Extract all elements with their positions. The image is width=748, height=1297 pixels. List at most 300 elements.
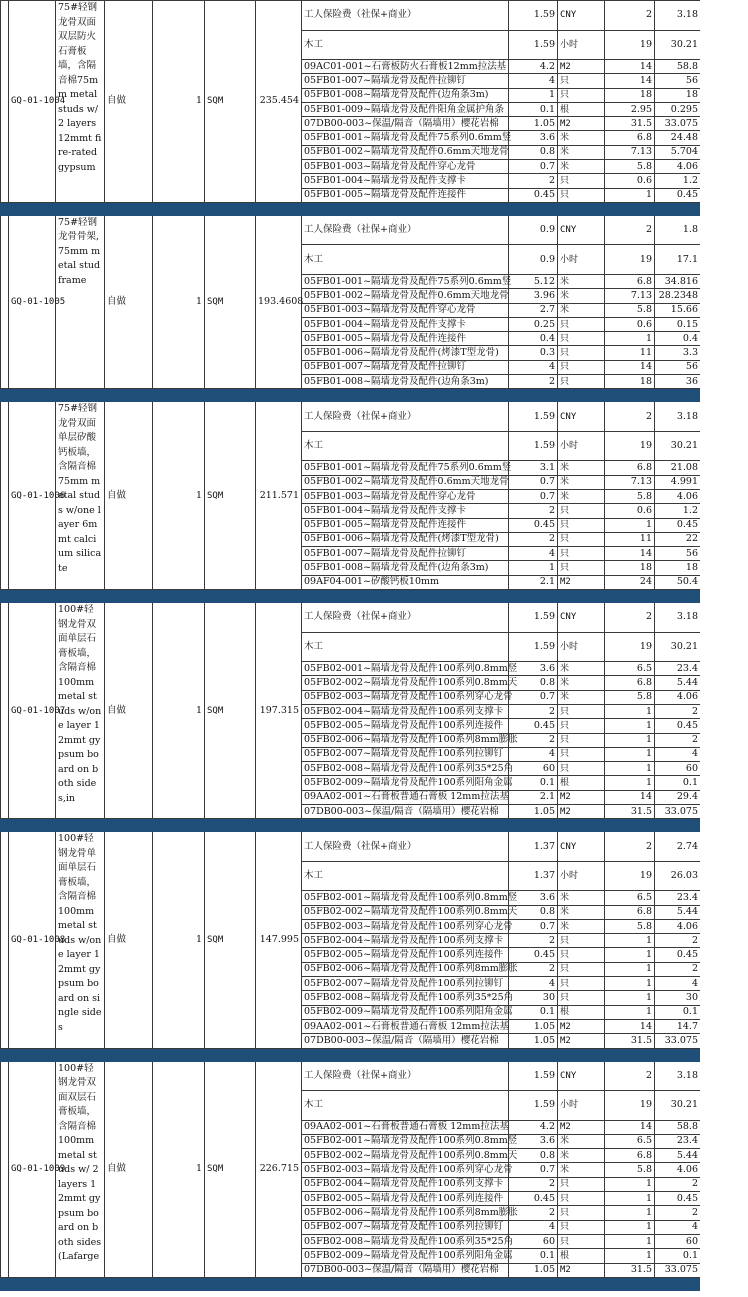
component-name-cell[interactable]: 05FB02-006~隔墙龙骨及配件100系列8mm膨胀: [302, 962, 509, 976]
component-unit-cell[interactable]: 米: [558, 303, 605, 317]
component-amount-cell[interactable]: 5.44: [655, 1149, 701, 1163]
component-name-cell[interactable]: 05FB02-008~隔墙龙骨及配件100系列35*25角: [302, 1234, 509, 1248]
component-amount-cell[interactable]: 36: [655, 375, 701, 389]
component-unit-cell[interactable]: 米: [558, 475, 605, 489]
component-qty-cell[interactable]: 0.1: [509, 776, 558, 790]
component-rate-cell[interactable]: 14: [605, 60, 655, 74]
component-name-cell[interactable]: 05FB02-001~隔墙龙骨及配件100系列0.8mm竖: [302, 1134, 509, 1148]
component-rate-cell[interactable]: 1: [605, 1206, 655, 1220]
component-name-cell[interactable]: 05FB01-009~隔墙龙骨及配件阳角金属护角条: [302, 102, 509, 116]
component-amount-cell[interactable]: 23.4: [655, 662, 701, 676]
component-rate-cell[interactable]: 19: [605, 1091, 655, 1121]
component-qty-cell[interactable]: 4.2: [509, 1120, 558, 1134]
component-name-cell[interactable]: 05FB02-004~隔墙龙骨及配件100系列支撑卡: [302, 1177, 509, 1191]
item-description-cell[interactable]: 75#轻钢龙骨骨架, 75mm metal stud frame: [56, 215, 105, 388]
component-rate-cell[interactable]: 7.13: [605, 145, 655, 159]
component-rate-cell[interactable]: 31.5: [605, 1263, 655, 1277]
component-qty-cell[interactable]: 0.1: [509, 102, 558, 116]
item-code-cell[interactable]: GQ-01-1006: [9, 402, 56, 590]
component-name-cell[interactable]: 05FB02-003~隔墙龙骨及配件100系列穿心龙骨: [302, 919, 509, 933]
component-qty-cell[interactable]: 0.7: [509, 489, 558, 503]
component-qty-cell[interactable]: 3.6: [509, 1134, 558, 1148]
component-name-cell[interactable]: 05FB01-002~隔墙龙骨及配件0.6mm天地龙骨: [302, 475, 509, 489]
component-rate-cell[interactable]: 2.95: [605, 102, 655, 116]
item-type-cell[interactable]: 自做: [105, 1, 153, 203]
component-rate-cell[interactable]: 5.8: [605, 1163, 655, 1177]
component-qty-cell[interactable]: 1: [509, 88, 558, 102]
component-qty-cell[interactable]: 0.45: [509, 188, 558, 202]
row-gutter[interactable]: [1, 1061, 9, 1277]
component-amount-cell[interactable]: 4.06: [655, 1163, 701, 1177]
component-unit-cell[interactable]: 米: [558, 160, 605, 174]
component-amount-cell[interactable]: 2: [655, 1206, 701, 1220]
component-unit-cell[interactable]: 只: [558, 547, 605, 561]
component-rate-cell[interactable]: 6.8: [605, 461, 655, 475]
row-gutter[interactable]: [1, 603, 9, 819]
component-rate-cell[interactable]: 1: [605, 747, 655, 761]
component-unit-cell[interactable]: 只: [558, 518, 605, 532]
component-rate-cell[interactable]: 1: [605, 948, 655, 962]
component-amount-cell[interactable]: 29.4: [655, 790, 701, 804]
component-unit-cell[interactable]: 根: [558, 1249, 605, 1263]
component-name-cell[interactable]: 09AC01-001~石膏板防火石膏板12mm拉法基: [302, 60, 509, 74]
component-unit-cell[interactable]: 只: [558, 747, 605, 761]
component-rate-cell[interactable]: 24: [605, 575, 655, 589]
component-name-cell[interactable]: 工人保险费（社保+商业）: [302, 603, 509, 633]
component-name-cell[interactable]: 07DB00-003~保温/隔音（隔墙用）樱花岩棉: [302, 1263, 509, 1277]
component-qty-cell[interactable]: 0.7: [509, 919, 558, 933]
component-rate-cell[interactable]: 2: [605, 1061, 655, 1091]
component-rate-cell[interactable]: 2: [605, 832, 655, 862]
component-qty-cell[interactable]: 1: [509, 561, 558, 575]
component-qty-cell[interactable]: 0.45: [509, 1192, 558, 1206]
component-rate-cell[interactable]: 1: [605, 934, 655, 948]
component-rate-cell[interactable]: 31.5: [605, 804, 655, 818]
component-amount-cell[interactable]: 21.08: [655, 461, 701, 475]
item-type-cell[interactable]: 自做: [105, 1061, 153, 1277]
component-unit-cell[interactable]: CNY: [558, 402, 605, 432]
table-row[interactable]: [1, 832, 701, 862]
component-amount-cell[interactable]: 4.06: [655, 160, 701, 174]
component-unit-cell[interactable]: 米: [558, 690, 605, 704]
component-qty-cell[interactable]: 2.7: [509, 303, 558, 317]
component-amount-cell[interactable]: 5.704: [655, 145, 701, 159]
component-amount-cell[interactable]: 4.991: [655, 475, 701, 489]
component-rate-cell[interactable]: 6.8: [605, 131, 655, 145]
component-qty-cell[interactable]: 0.4: [509, 332, 558, 346]
component-unit-cell[interactable]: 米: [558, 289, 605, 303]
component-name-cell[interactable]: 05FB01-002~隔墙龙骨及配件0.6mm天地龙骨: [302, 289, 509, 303]
component-amount-cell[interactable]: 0.1: [655, 776, 701, 790]
component-name-cell[interactable]: 05FB02-009~隔墙龙骨及配件100系列阳角金属: [302, 1249, 509, 1263]
component-amount-cell[interactable]: 24.48: [655, 131, 701, 145]
component-name-cell[interactable]: 工人保险费（社保+商业）: [302, 1, 509, 31]
item-code-cell[interactable]: GQ-01-1009: [9, 1061, 56, 1277]
component-qty-cell[interactable]: 2: [509, 1206, 558, 1220]
component-rate-cell[interactable]: 31.5: [605, 117, 655, 131]
component-amount-cell[interactable]: 2: [655, 934, 701, 948]
item-description-cell[interactable]: 75#轻钢龙骨双面单层矽酸钙板墙，含隔音棉75mm metal studs w/one layer 6mmt calcium silicate: [56, 402, 105, 590]
component-qty-cell[interactable]: 0.8: [509, 905, 558, 919]
component-name-cell[interactable]: 07DB00-003~保温/隔音（隔墙用）樱花岩棉: [302, 117, 509, 131]
component-amount-cell[interactable]: 3.3: [655, 346, 701, 360]
component-qty-cell[interactable]: 2: [509, 704, 558, 718]
component-amount-cell[interactable]: 17.1: [655, 245, 701, 275]
item-description-cell[interactable]: 100#轻钢龙骨双面单层石膏板墙，含隔音棉100mm metal studs w/one layer 12mmt gypsum board on both sides,in: [56, 603, 105, 819]
component-rate-cell[interactable]: 11: [605, 346, 655, 360]
component-qty-cell[interactable]: 1.05: [509, 1263, 558, 1277]
component-unit-cell[interactable]: M2: [558, 1120, 605, 1134]
row-gutter[interactable]: [1, 215, 9, 388]
component-qty-cell[interactable]: 1.59: [509, 603, 558, 633]
component-name-cell[interactable]: 05FB01-006~隔墙龙骨及配件(烤漆T型龙骨): [302, 532, 509, 546]
row-gutter[interactable]: [1, 832, 9, 1048]
component-amount-cell[interactable]: 0.1: [655, 1249, 701, 1263]
component-rate-cell[interactable]: 7.13: [605, 289, 655, 303]
component-amount-cell[interactable]: 4: [655, 977, 701, 991]
component-amount-cell[interactable]: 56: [655, 360, 701, 374]
component-name-cell[interactable]: 09AA02-001~石膏板普通石膏板 12mm拉法基: [302, 790, 509, 804]
component-amount-cell[interactable]: 0.15: [655, 317, 701, 331]
component-qty-cell[interactable]: 60: [509, 1234, 558, 1248]
component-name-cell[interactable]: 05FB01-007~隔墙龙骨及配件拉铆钉: [302, 360, 509, 374]
item-unit-cell[interactable]: SQM: [205, 215, 256, 388]
component-amount-cell[interactable]: 60: [655, 1234, 701, 1248]
component-unit-cell[interactable]: 米: [558, 891, 605, 905]
component-qty-cell[interactable]: 4: [509, 547, 558, 561]
component-unit-cell[interactable]: M2: [558, 117, 605, 131]
component-name-cell[interactable]: 工人保险费（社保+商业）: [302, 215, 509, 245]
component-unit-cell[interactable]: 米: [558, 1163, 605, 1177]
component-name-cell[interactable]: 05FB01-007~隔墙龙骨及配件拉铆钉: [302, 74, 509, 88]
component-amount-cell[interactable]: 0.4: [655, 332, 701, 346]
component-amount-cell[interactable]: 4.06: [655, 919, 701, 933]
component-unit-cell[interactable]: 小时: [558, 245, 605, 275]
component-rate-cell[interactable]: 5.8: [605, 690, 655, 704]
component-name-cell[interactable]: 05FB01-001~隔墙龙骨及配件75系列0.6mm竖: [302, 461, 509, 475]
component-rate-cell[interactable]: 2: [605, 1, 655, 31]
item-type-cell[interactable]: 自做: [105, 603, 153, 819]
item-qty-cell[interactable]: 1: [153, 1, 205, 203]
component-amount-cell[interactable]: 2: [655, 733, 701, 747]
component-rate-cell[interactable]: 6.8: [605, 274, 655, 288]
component-amount-cell[interactable]: 4.06: [655, 690, 701, 704]
component-qty-cell[interactable]: 1.59: [509, 1061, 558, 1091]
component-amount-cell[interactable]: 3.18: [655, 1061, 701, 1091]
component-name-cell[interactable]: 05FB02-002~隔墙龙骨及配件100系列0.8mm天: [302, 905, 509, 919]
component-name-cell[interactable]: 05FB01-008~隔墙龙骨及配件(边角条3m): [302, 375, 509, 389]
component-name-cell[interactable]: 木工: [302, 1091, 509, 1121]
component-unit-cell[interactable]: 小时: [558, 861, 605, 891]
component-name-cell[interactable]: 05FB01-003~隔墙龙骨及配件穿心龙骨: [302, 489, 509, 503]
component-unit-cell[interactable]: 根: [558, 776, 605, 790]
component-amount-cell[interactable]: 22: [655, 532, 701, 546]
component-amount-cell[interactable]: 4: [655, 747, 701, 761]
item-type-cell[interactable]: 自做: [105, 832, 153, 1048]
component-unit-cell[interactable]: 米: [558, 461, 605, 475]
component-amount-cell[interactable]: 5.44: [655, 905, 701, 919]
component-rate-cell[interactable]: 5.8: [605, 489, 655, 503]
component-rate-cell[interactable]: 1: [605, 332, 655, 346]
component-qty-cell[interactable]: 4: [509, 360, 558, 374]
item-description-cell[interactable]: 100#轻钢龙骨双面双层石膏板墙，含隔音棉100mm metal studs w/ 2 layers 12mmt gypsum board on both sides (Lafarge: [56, 1061, 105, 1277]
item-type-cell[interactable]: 自做: [105, 402, 153, 590]
component-name-cell[interactable]: 05FB02-006~隔墙龙骨及配件100系列8mm膨胀: [302, 733, 509, 747]
component-rate-cell[interactable]: 6.5: [605, 1134, 655, 1148]
component-name-cell[interactable]: 工人保险费（社保+商业）: [302, 1061, 509, 1091]
component-rate-cell[interactable]: 2: [605, 603, 655, 633]
component-amount-cell[interactable]: 0.1: [655, 1005, 701, 1019]
component-qty-cell[interactable]: 1.59: [509, 402, 558, 432]
component-rate-cell[interactable]: 1: [605, 991, 655, 1005]
component-unit-cell[interactable]: 只: [558, 1192, 605, 1206]
table-row[interactable]: [1, 1061, 701, 1091]
component-unit-cell[interactable]: 只: [558, 1206, 605, 1220]
component-unit-cell[interactable]: M2: [558, 1263, 605, 1277]
component-name-cell[interactable]: 木工: [302, 431, 509, 461]
component-qty-cell[interactable]: 2: [509, 375, 558, 389]
component-amount-cell[interactable]: 50.4: [655, 575, 701, 589]
component-amount-cell[interactable]: 30.21: [655, 431, 701, 461]
component-qty-cell[interactable]: 1.37: [509, 832, 558, 862]
component-amount-cell[interactable]: 60: [655, 762, 701, 776]
component-unit-cell[interactable]: 只: [558, 977, 605, 991]
component-rate-cell[interactable]: 1: [605, 733, 655, 747]
component-name-cell[interactable]: 05FB02-002~隔墙龙骨及配件100系列0.8mm天: [302, 676, 509, 690]
component-name-cell[interactable]: 05FB02-001~隔墙龙骨及配件100系列0.8mm竖: [302, 662, 509, 676]
component-amount-cell[interactable]: 3.18: [655, 402, 701, 432]
item-unit-cell[interactable]: SQM: [205, 832, 256, 1048]
component-qty-cell[interactable]: 0.7: [509, 160, 558, 174]
component-unit-cell[interactable]: CNY: [558, 603, 605, 633]
item-price-cell[interactable]: 197.315: [256, 603, 302, 819]
component-unit-cell[interactable]: 根: [558, 1005, 605, 1019]
component-rate-cell[interactable]: 1: [605, 518, 655, 532]
component-unit-cell[interactable]: 米: [558, 676, 605, 690]
component-unit-cell[interactable]: 只: [558, 1177, 605, 1191]
component-unit-cell[interactable]: 只: [558, 1234, 605, 1248]
component-rate-cell[interactable]: 1: [605, 1220, 655, 1234]
component-name-cell[interactable]: 05FB01-005~隔墙龙骨及配件连接件: [302, 332, 509, 346]
component-rate-cell[interactable]: 18: [605, 561, 655, 575]
component-rate-cell[interactable]: 0.6: [605, 174, 655, 188]
component-amount-cell[interactable]: 56: [655, 74, 701, 88]
item-description-cell[interactable]: 75#轻钢龙骨双面双层防火石膏板墙，含隔音棉75mm metal studs w/ 2 layers 12mmt fire-rated gypsum: [56, 1, 105, 203]
component-amount-cell[interactable]: 33.075: [655, 117, 701, 131]
component-unit-cell[interactable]: 只: [558, 991, 605, 1005]
component-rate-cell[interactable]: 1: [605, 762, 655, 776]
component-qty-cell[interactable]: 0.8: [509, 676, 558, 690]
component-rate-cell[interactable]: 18: [605, 88, 655, 102]
component-name-cell[interactable]: 05FB02-008~隔墙龙骨及配件100系列35*25角: [302, 991, 509, 1005]
component-rate-cell[interactable]: 1: [605, 776, 655, 790]
component-qty-cell[interactable]: 1.05: [509, 1019, 558, 1033]
component-rate-cell[interactable]: 1: [605, 188, 655, 202]
component-name-cell[interactable]: 05FB01-007~隔墙龙骨及配件拉铆钉: [302, 547, 509, 561]
component-unit-cell[interactable]: M2: [558, 1034, 605, 1048]
component-amount-cell[interactable]: 30.21: [655, 632, 701, 662]
item-price-cell[interactable]: 211.571: [256, 402, 302, 590]
component-rate-cell[interactable]: 1: [605, 1177, 655, 1191]
component-name-cell[interactable]: 05FB02-005~隔墙龙骨及配件100系列连接件: [302, 719, 509, 733]
component-unit-cell[interactable]: 只: [558, 561, 605, 575]
component-name-cell[interactable]: 09AA02-001~石膏板普通石膏板 12mm拉法基: [302, 1019, 509, 1033]
component-amount-cell[interactable]: 18: [655, 561, 701, 575]
table-row[interactable]: [1, 603, 701, 633]
row-gutter[interactable]: [1, 402, 9, 590]
component-unit-cell[interactable]: 小时: [558, 431, 605, 461]
component-rate-cell[interactable]: 2: [605, 215, 655, 245]
component-amount-cell[interactable]: 3.18: [655, 1, 701, 31]
component-rate-cell[interactable]: 18: [605, 375, 655, 389]
component-unit-cell[interactable]: 只: [558, 934, 605, 948]
component-qty-cell[interactable]: 0.1: [509, 1005, 558, 1019]
component-qty-cell[interactable]: 1.59: [509, 1, 558, 31]
component-name-cell[interactable]: 木工: [302, 245, 509, 275]
component-name-cell[interactable]: 05FB01-001~隔墙龙骨及配件75系列0.6mm竖: [302, 274, 509, 288]
component-name-cell[interactable]: 05FB01-003~隔墙龙骨及配件穿心龙骨: [302, 303, 509, 317]
component-rate-cell[interactable]: 6.5: [605, 891, 655, 905]
component-unit-cell[interactable]: 米: [558, 131, 605, 145]
component-qty-cell[interactable]: 3.6: [509, 891, 558, 905]
component-qty-cell[interactable]: 0.45: [509, 719, 558, 733]
component-qty-cell[interactable]: 2: [509, 733, 558, 747]
component-name-cell[interactable]: 05FB02-002~隔墙龙骨及配件100系列0.8mm天: [302, 1149, 509, 1163]
component-qty-cell[interactable]: 4.2: [509, 60, 558, 74]
component-name-cell[interactable]: 05FB02-003~隔墙龙骨及配件100系列穿心龙骨: [302, 690, 509, 704]
component-name-cell[interactable]: 05FB01-004~隔墙龙骨及配件支撑卡: [302, 317, 509, 331]
component-amount-cell[interactable]: 30: [655, 991, 701, 1005]
component-unit-cell[interactable]: 只: [558, 762, 605, 776]
component-qty-cell[interactable]: 1.59: [509, 632, 558, 662]
component-amount-cell[interactable]: 58.8: [655, 1120, 701, 1134]
component-qty-cell[interactable]: 4: [509, 977, 558, 991]
component-amount-cell[interactable]: 33.075: [655, 804, 701, 818]
component-amount-cell[interactable]: 56: [655, 547, 701, 561]
component-unit-cell[interactable]: 只: [558, 704, 605, 718]
component-name-cell[interactable]: 05FB02-001~隔墙龙骨及配件100系列0.8mm竖: [302, 891, 509, 905]
item-price-cell[interactable]: 235.454: [256, 1, 302, 203]
component-unit-cell[interactable]: M2: [558, 1019, 605, 1033]
component-amount-cell[interactable]: 2: [655, 704, 701, 718]
component-amount-cell[interactable]: 5.44: [655, 676, 701, 690]
component-name-cell[interactable]: 05FB02-003~隔墙龙骨及配件100系列穿心龙骨: [302, 1163, 509, 1177]
component-unit-cell[interactable]: 只: [558, 88, 605, 102]
component-amount-cell[interactable]: 33.075: [655, 1034, 701, 1048]
component-unit-cell[interactable]: 只: [558, 375, 605, 389]
component-qty-cell[interactable]: 2.1: [509, 790, 558, 804]
component-name-cell[interactable]: 05FB02-007~隔墙龙骨及配件100系列拉铆钉: [302, 977, 509, 991]
component-unit-cell[interactable]: 米: [558, 274, 605, 288]
component-amount-cell[interactable]: 34.816: [655, 274, 701, 288]
item-code-cell[interactable]: GQ-01-1005: [9, 215, 56, 388]
component-name-cell[interactable]: 05FB02-004~隔墙龙骨及配件100系列支撑卡: [302, 934, 509, 948]
item-code-cell[interactable]: GQ-01-1004: [9, 1, 56, 203]
component-name-cell[interactable]: 05FB02-008~隔墙龙骨及配件100系列35*25角: [302, 762, 509, 776]
component-amount-cell[interactable]: 2.74: [655, 832, 701, 862]
item-type-cell[interactable]: 自做: [105, 215, 153, 388]
component-qty-cell[interactable]: 2: [509, 934, 558, 948]
item-qty-cell[interactable]: 1: [153, 402, 205, 590]
component-unit-cell[interactable]: 米: [558, 1149, 605, 1163]
component-amount-cell[interactable]: 1.2: [655, 504, 701, 518]
component-rate-cell[interactable]: 1: [605, 1249, 655, 1263]
item-code-cell[interactable]: GQ-01-1008: [9, 832, 56, 1048]
component-name-cell[interactable]: 09AA02-001~石膏板普通石膏板 12mm拉法基: [302, 1120, 509, 1134]
component-rate-cell[interactable]: 19: [605, 861, 655, 891]
component-unit-cell[interactable]: 只: [558, 733, 605, 747]
component-unit-cell[interactable]: 根: [558, 102, 605, 116]
component-amount-cell[interactable]: 23.4: [655, 891, 701, 905]
component-qty-cell[interactable]: 4: [509, 74, 558, 88]
component-qty-cell[interactable]: 0.7: [509, 475, 558, 489]
component-name-cell[interactable]: 05FB02-007~隔墙龙骨及配件100系列拉铆钉: [302, 1220, 509, 1234]
component-qty-cell[interactable]: 4: [509, 1220, 558, 1234]
component-qty-cell[interactable]: 0.3: [509, 346, 558, 360]
component-amount-cell[interactable]: 30.21: [655, 1091, 701, 1121]
component-unit-cell[interactable]: 米: [558, 489, 605, 503]
component-unit-cell[interactable]: 米: [558, 905, 605, 919]
component-qty-cell[interactable]: 3.1: [509, 461, 558, 475]
component-unit-cell[interactable]: M2: [558, 790, 605, 804]
component-unit-cell[interactable]: 只: [558, 948, 605, 962]
component-qty-cell[interactable]: 3.6: [509, 131, 558, 145]
component-amount-cell[interactable]: 26.03: [655, 861, 701, 891]
component-unit-cell[interactable]: 只: [558, 74, 605, 88]
component-name-cell[interactable]: 05FB01-001~隔墙龙骨及配件75系列0.6mm竖: [302, 131, 509, 145]
component-name-cell[interactable]: 05FB02-009~隔墙龙骨及配件100系列阳角金属: [302, 776, 509, 790]
component-rate-cell[interactable]: 5.8: [605, 919, 655, 933]
component-rate-cell[interactable]: 19: [605, 30, 655, 60]
component-unit-cell[interactable]: M2: [558, 575, 605, 589]
component-amount-cell[interactable]: 3.18: [655, 603, 701, 633]
component-qty-cell[interactable]: 0.25: [509, 317, 558, 331]
item-qty-cell[interactable]: 1: [153, 603, 205, 819]
component-qty-cell[interactable]: 4: [509, 747, 558, 761]
component-rate-cell[interactable]: 1: [605, 1192, 655, 1206]
component-qty-cell[interactable]: 60: [509, 762, 558, 776]
component-name-cell[interactable]: 09AF04-001~矽酸钙板10mm: [302, 575, 509, 589]
component-name-cell[interactable]: 木工: [302, 861, 509, 891]
component-amount-cell[interactable]: 33.075: [655, 1263, 701, 1277]
component-qty-cell[interactable]: 1.05: [509, 804, 558, 818]
item-qty-cell[interactable]: 1: [153, 215, 205, 388]
component-rate-cell[interactable]: 6.8: [605, 905, 655, 919]
component-rate-cell[interactable]: 14: [605, 74, 655, 88]
component-qty-cell[interactable]: 30: [509, 991, 558, 1005]
component-amount-cell[interactable]: 4.06: [655, 489, 701, 503]
component-rate-cell[interactable]: 1: [605, 1234, 655, 1248]
component-name-cell[interactable]: 05FB01-002~隔墙龙骨及配件0.6mm天地龙骨: [302, 145, 509, 159]
component-name-cell[interactable]: 05FB01-004~隔墙龙骨及配件支撑卡: [302, 174, 509, 188]
component-rate-cell[interactable]: 7.13: [605, 475, 655, 489]
component-qty-cell[interactable]: 0.7: [509, 690, 558, 704]
component-unit-cell[interactable]: 只: [558, 346, 605, 360]
component-amount-cell[interactable]: 23.4: [655, 1134, 701, 1148]
component-qty-cell[interactable]: 0.7: [509, 1163, 558, 1177]
component-qty-cell[interactable]: 2.1: [509, 575, 558, 589]
component-name-cell[interactable]: 05FB01-008~隔墙龙骨及配件(边角条3m): [302, 88, 509, 102]
component-amount-cell[interactable]: 18: [655, 88, 701, 102]
component-qty-cell[interactable]: 0.8: [509, 1149, 558, 1163]
component-rate-cell[interactable]: 1: [605, 719, 655, 733]
component-rate-cell[interactable]: 31.5: [605, 1034, 655, 1048]
component-rate-cell[interactable]: 0.6: [605, 317, 655, 331]
component-unit-cell[interactable]: 只: [558, 504, 605, 518]
component-rate-cell[interactable]: 1: [605, 1005, 655, 1019]
component-rate-cell[interactable]: 1: [605, 704, 655, 718]
component-unit-cell[interactable]: 只: [558, 188, 605, 202]
